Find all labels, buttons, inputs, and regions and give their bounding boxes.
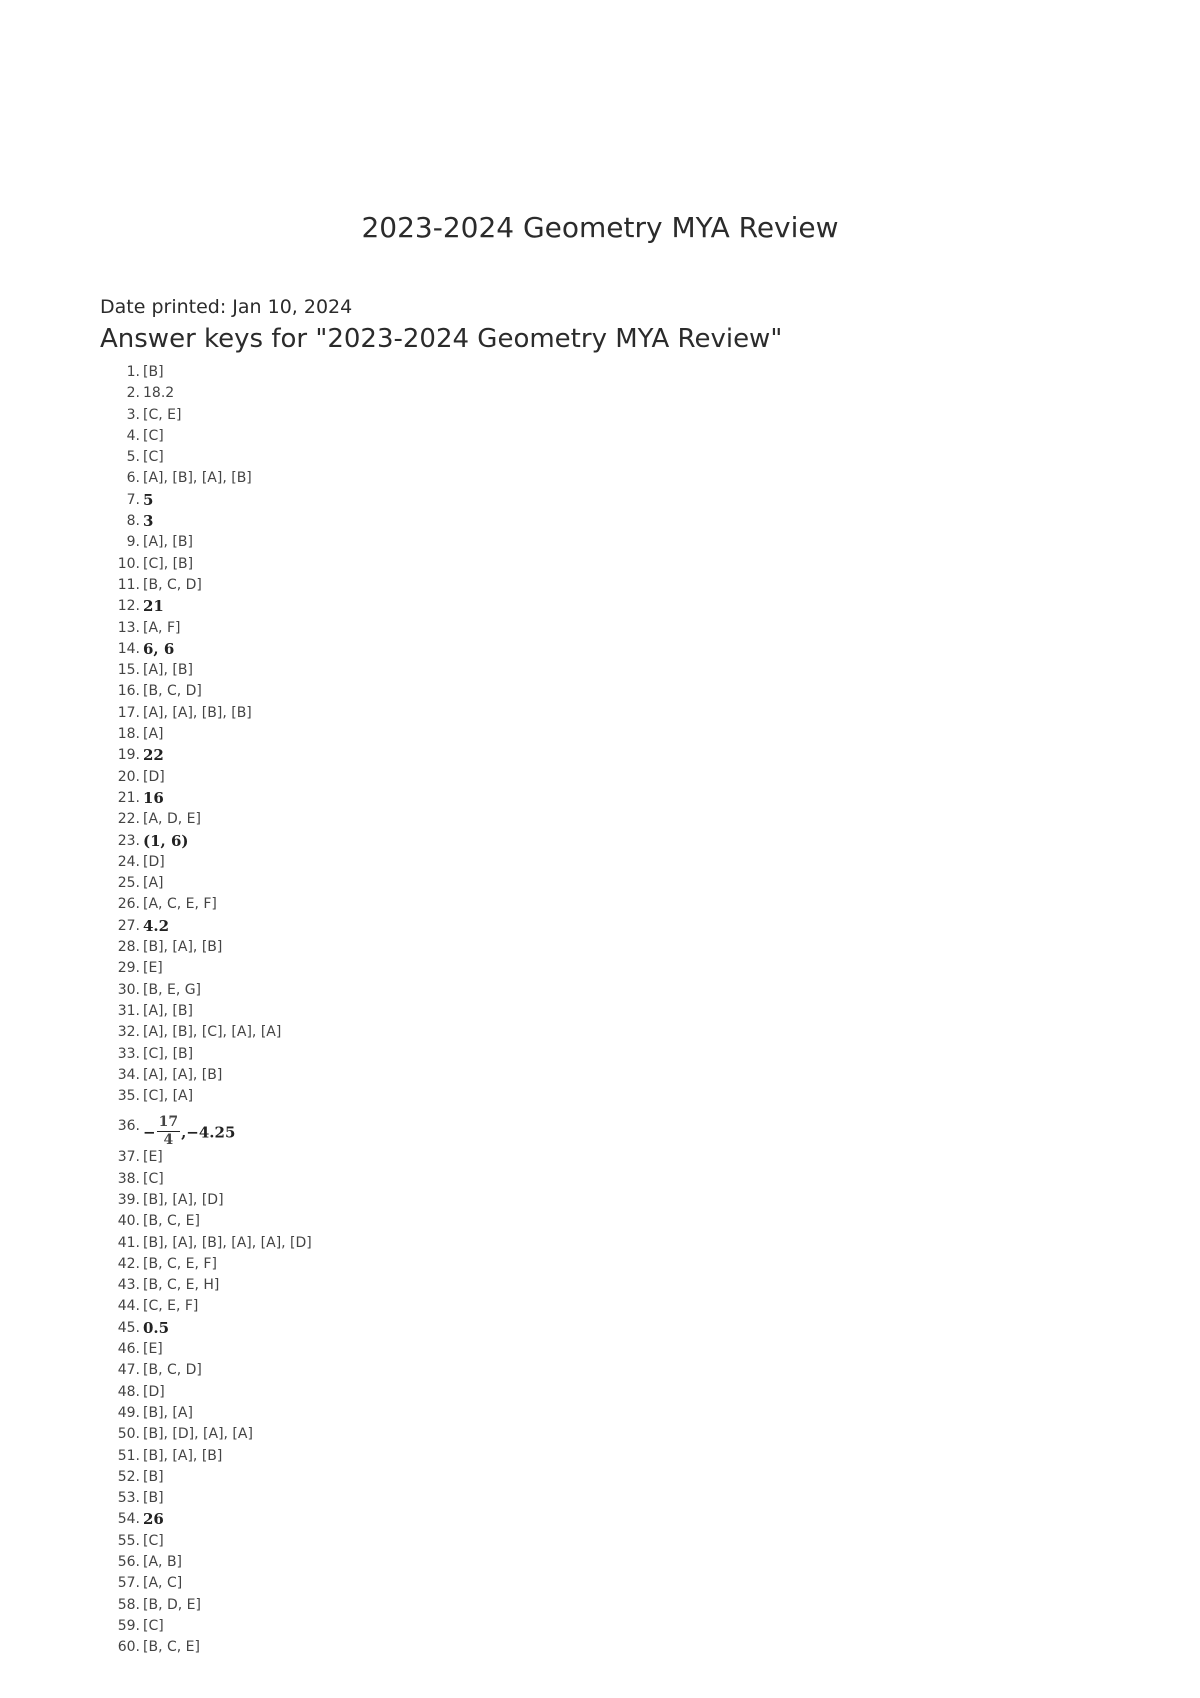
answer-item bbox=[0, 873, 600, 894]
answer-item bbox=[0, 1637, 600, 1658]
answer-item bbox=[0, 447, 600, 468]
answer-number: 40. bbox=[117, 1213, 140, 1230]
answer-item bbox=[0, 1509, 600, 1530]
answer-item bbox=[0, 745, 600, 766]
answer-value: [C], [B] bbox=[143, 555, 194, 572]
answer-value: [A, D, E] bbox=[143, 811, 201, 828]
answer-number: 60. bbox=[117, 1639, 140, 1656]
answer-number: 38. bbox=[117, 1170, 140, 1187]
answer-number: 12. bbox=[117, 598, 140, 615]
answer-value: [C] bbox=[143, 1170, 164, 1187]
answer-number: 23. bbox=[117, 832, 140, 849]
answer-number: 44. bbox=[117, 1298, 140, 1315]
answer-number: 34. bbox=[117, 1066, 140, 1083]
answer-item bbox=[0, 1044, 600, 1065]
answer-item bbox=[0, 1616, 600, 1637]
answer-keys-heading: Answer keys for "2023-2024 Geometry MYA Review" bbox=[100, 324, 783, 354]
answer-number: 21. bbox=[117, 789, 140, 806]
answer-item bbox=[0, 1360, 600, 1381]
answer-value: 4.2 bbox=[143, 916, 170, 935]
answer-value: [E] bbox=[143, 1149, 163, 1166]
answer-number: 51. bbox=[117, 1447, 140, 1464]
answer-number: 5. bbox=[126, 449, 140, 466]
answer-value: [A], [A], [B], [B] bbox=[143, 704, 252, 721]
answer-number: 57. bbox=[117, 1575, 140, 1592]
answer-item bbox=[0, 618, 600, 639]
answer-value: [D] bbox=[143, 1383, 165, 1400]
answer-number: 25. bbox=[117, 875, 140, 892]
answer-item bbox=[0, 468, 600, 489]
answer-value: [A], [B] bbox=[143, 1002, 193, 1019]
answer-number: 32. bbox=[117, 1024, 140, 1041]
answer-number: 8. bbox=[126, 513, 140, 530]
answer-value: [B] bbox=[143, 1490, 164, 1507]
fraction-numerator: 17 bbox=[158, 1114, 179, 1131]
answer-value: [B], [A], [D] bbox=[143, 1191, 224, 1208]
answer-number: 13. bbox=[117, 619, 140, 636]
answer-item bbox=[0, 1190, 600, 1211]
answer-value: [E] bbox=[143, 960, 163, 977]
answer-item bbox=[0, 1169, 600, 1190]
answer-value: [E] bbox=[143, 1341, 163, 1358]
answer-number: 28. bbox=[117, 939, 140, 956]
answer-number: 54. bbox=[117, 1511, 140, 1528]
answer-value: [B, E, G] bbox=[143, 981, 202, 998]
answer-number: 37. bbox=[117, 1149, 140, 1166]
answer-item bbox=[0, 1595, 600, 1616]
answer-number: 39. bbox=[117, 1191, 140, 1208]
answer-number: 59. bbox=[117, 1617, 140, 1634]
answer-number: 58. bbox=[117, 1596, 140, 1613]
answer-number: 49. bbox=[117, 1404, 140, 1421]
answer-number: 3. bbox=[126, 406, 140, 423]
answer-item bbox=[0, 511, 600, 532]
answer-value: [D] bbox=[143, 768, 165, 785]
answer-fraction bbox=[143, 1116, 235, 1151]
answer-item bbox=[0, 724, 600, 745]
answer-value: [C] bbox=[143, 1617, 164, 1634]
answer-value: 5 bbox=[143, 490, 154, 509]
answer-value: [B], [A], [B], [A], [A], [D] bbox=[143, 1234, 312, 1251]
answer-item bbox=[0, 831, 600, 852]
answer-number: 6. bbox=[126, 470, 140, 487]
answer-value: [C], [B] bbox=[143, 1045, 194, 1062]
answer-number: 17. bbox=[117, 704, 140, 721]
answer-value: [B], [A], [B] bbox=[143, 939, 223, 956]
answer-item bbox=[0, 1086, 600, 1107]
answer-item bbox=[0, 1233, 600, 1254]
answer-number: 47. bbox=[117, 1362, 140, 1379]
answer-number: 22. bbox=[117, 811, 140, 828]
answer-value: [B], [A], [B] bbox=[143, 1447, 223, 1464]
answer-item bbox=[0, 1403, 600, 1424]
answer-number: 18. bbox=[117, 726, 140, 743]
answer-value: [A, F] bbox=[143, 619, 181, 636]
answer-value: 0.5 bbox=[143, 1318, 170, 1337]
answer-number: 9. bbox=[126, 534, 140, 551]
answer-number: 11. bbox=[117, 576, 140, 593]
answer-item bbox=[0, 894, 600, 915]
answer-number: 52. bbox=[117, 1468, 140, 1485]
answer-number: 20. bbox=[117, 768, 140, 785]
answer-number: 36. bbox=[117, 1118, 140, 1135]
answer-number: 48. bbox=[117, 1383, 140, 1400]
answer-number: 24. bbox=[117, 853, 140, 870]
answer-item bbox=[0, 1022, 600, 1043]
answer-value: 3 bbox=[143, 512, 154, 531]
answer-number: 43. bbox=[117, 1277, 140, 1294]
answer-item bbox=[0, 788, 600, 809]
answer-item bbox=[0, 1275, 600, 1296]
answer-value: 26 bbox=[143, 1510, 164, 1529]
answer-item bbox=[0, 1488, 600, 1509]
answer-value: [B, C, D] bbox=[143, 1362, 202, 1379]
answer-number: 2. bbox=[126, 385, 140, 402]
answer-value: 22 bbox=[143, 746, 164, 765]
answer-item bbox=[0, 554, 600, 575]
answer-item bbox=[0, 767, 600, 788]
answer-value: (1, 6) bbox=[143, 831, 189, 850]
answer-item bbox=[0, 1065, 600, 1086]
answer-value: 16 bbox=[143, 788, 164, 807]
answer-number: 41. bbox=[117, 1234, 140, 1251]
fraction-sign: − bbox=[143, 1123, 156, 1142]
answer-number: 1. bbox=[126, 364, 140, 380]
answer-number: 14. bbox=[117, 640, 140, 657]
answer-number: 16. bbox=[117, 683, 140, 700]
answer-number: 4. bbox=[126, 427, 140, 444]
answer-item bbox=[0, 426, 600, 447]
answer-value: [C, E, F] bbox=[143, 1298, 199, 1315]
answer-item bbox=[0, 1467, 600, 1488]
answer-value: [C] bbox=[143, 1532, 164, 1549]
answer-item bbox=[0, 405, 600, 426]
answer-item bbox=[0, 1318, 600, 1339]
answer-value: [A], [A], [B] bbox=[143, 1066, 223, 1083]
answer-item bbox=[0, 362, 600, 383]
answer-item bbox=[0, 532, 600, 553]
fraction-denominator: 4 bbox=[163, 1132, 174, 1149]
answer-item bbox=[0, 1382, 600, 1403]
answer-item bbox=[0, 575, 600, 596]
answer-item bbox=[0, 1147, 600, 1168]
answer-value: 18.2 bbox=[143, 385, 175, 402]
answer-number: 27. bbox=[117, 917, 140, 934]
answer-value: [A], [B] bbox=[143, 662, 193, 679]
answer-item bbox=[0, 660, 600, 681]
answer-value: [B, C, E, F] bbox=[143, 1255, 217, 1272]
answer-value: 21 bbox=[143, 597, 164, 616]
answer-value: [B] bbox=[143, 1468, 164, 1485]
answer-number: 31. bbox=[117, 1002, 140, 1019]
answer-item bbox=[0, 1552, 600, 1573]
answer-value: [B, C, E, H] bbox=[143, 1277, 220, 1294]
answer-number: 10. bbox=[117, 555, 140, 572]
answer-value: 6, 6 bbox=[143, 639, 175, 658]
date-printed: Date printed: Jan 10, 2024 bbox=[100, 296, 353, 318]
answer-value: [B, C, D] bbox=[143, 683, 202, 700]
answer-value: [A], [B], [A], [B] bbox=[143, 470, 252, 487]
answer-item bbox=[0, 703, 600, 724]
answer-item bbox=[0, 980, 600, 1001]
answer-number: 45. bbox=[117, 1319, 140, 1336]
answer-item bbox=[0, 681, 600, 702]
answer-value: [A], [B] bbox=[143, 534, 193, 551]
answer-item bbox=[0, 1211, 600, 1232]
answer-item bbox=[0, 596, 600, 617]
answer-value: [D] bbox=[143, 853, 165, 870]
answer-value: [B, C, E] bbox=[143, 1639, 200, 1656]
answer-value: [C], [A] bbox=[143, 1088, 194, 1105]
answer-value: [A] bbox=[143, 726, 164, 743]
answer-value: [A, C, E, F] bbox=[143, 896, 217, 913]
answer-item bbox=[0, 1107, 600, 1147]
answer-item bbox=[0, 1254, 600, 1275]
answer-item bbox=[0, 958, 600, 979]
answer-item bbox=[0, 916, 600, 937]
answer-item bbox=[0, 1001, 600, 1022]
answer-value: [A, B] bbox=[143, 1554, 183, 1571]
answer-number: 26. bbox=[117, 896, 140, 913]
answer-number: 29. bbox=[117, 960, 140, 977]
answer-value: [B, C, E] bbox=[143, 1213, 200, 1230]
answer-item bbox=[0, 1573, 600, 1594]
answer-value: [C] bbox=[143, 427, 164, 444]
answer-item bbox=[0, 937, 600, 958]
answer-value: [B], [D], [A], [A] bbox=[143, 1426, 253, 1443]
answer-item bbox=[0, 490, 600, 511]
answer-item bbox=[0, 383, 600, 404]
answer-value: [C] bbox=[143, 449, 164, 466]
answer-number: 33. bbox=[117, 1045, 140, 1062]
answer-item bbox=[0, 852, 600, 873]
answer-item bbox=[0, 1531, 600, 1552]
answer-item bbox=[0, 809, 600, 830]
answer-value: [B, D, E] bbox=[143, 1596, 201, 1613]
answer-number: 50. bbox=[117, 1426, 140, 1443]
answer-value: [B] bbox=[143, 364, 164, 380]
answer-number: 35. bbox=[117, 1088, 140, 1105]
answer-number: 19. bbox=[117, 747, 140, 764]
answer-number: 15. bbox=[117, 662, 140, 679]
answer-value: [B, C, D] bbox=[143, 576, 202, 593]
answer-item bbox=[0, 1339, 600, 1360]
answer-item bbox=[0, 1446, 600, 1467]
fraction bbox=[157, 1114, 180, 1149]
answer-value: [C, E] bbox=[143, 406, 182, 423]
answer-number: 53. bbox=[117, 1490, 140, 1507]
answer-number: 7. bbox=[126, 491, 140, 508]
answer-list bbox=[0, 362, 600, 1659]
answer-number: 46. bbox=[117, 1341, 140, 1358]
document-title: 2023-2024 Geometry MYA Review bbox=[361, 211, 839, 244]
answer-number: 42. bbox=[117, 1255, 140, 1272]
answer-value: [B], [A] bbox=[143, 1404, 193, 1421]
answer-value: [A, C] bbox=[143, 1575, 183, 1592]
answer-number: 55. bbox=[117, 1532, 140, 1549]
answer-item bbox=[0, 1424, 600, 1445]
answer-item bbox=[0, 639, 600, 660]
answer-number: 56. bbox=[117, 1554, 140, 1571]
answer-value: [A] bbox=[143, 875, 164, 892]
answer-value: [A], [B], [C], [A], [A] bbox=[143, 1024, 282, 1041]
answer-item bbox=[0, 1296, 600, 1317]
fraction-decimal: ,−4.25 bbox=[181, 1123, 236, 1142]
answer-number: 30. bbox=[117, 981, 140, 998]
